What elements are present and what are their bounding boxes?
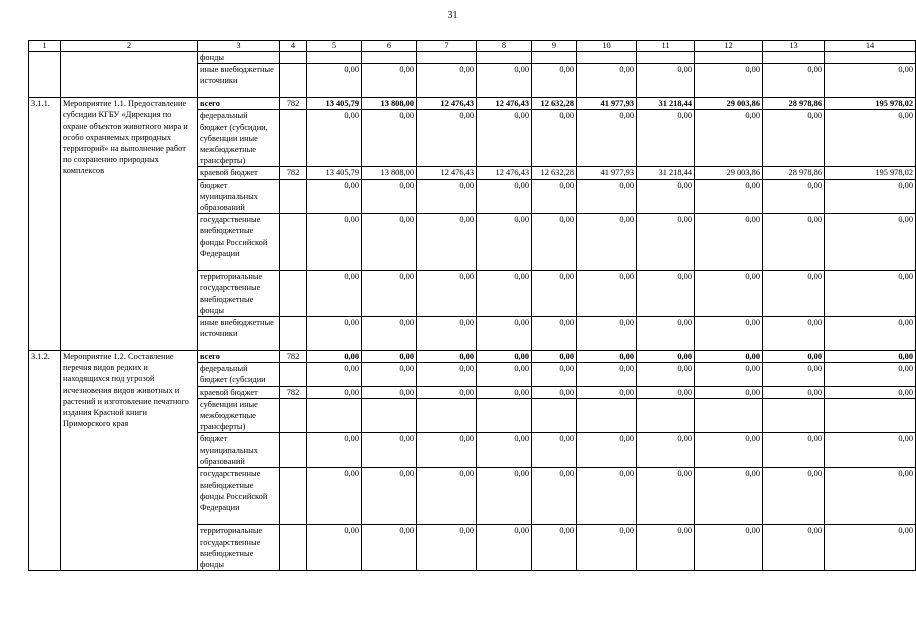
- amount-cell: 0,00: [532, 386, 577, 398]
- amount-cell: 0,00: [477, 179, 532, 214]
- funding-source: бюджет муниципальных образований: [198, 433, 280, 468]
- amount-cell: 0,00: [763, 271, 825, 317]
- amount-cell: [532, 52, 577, 64]
- amount-cell: 0,00: [362, 525, 417, 571]
- amount-cell: 0,00: [362, 363, 417, 386]
- amount-cell: [695, 52, 763, 64]
- header-col-6: 6: [362, 41, 417, 52]
- amount-cell: 0,00: [695, 271, 763, 317]
- header-row: [29, 41, 916, 52]
- amount-cell: 0,00: [307, 214, 362, 271]
- amount-cell: 0,00: [362, 386, 417, 398]
- amount-cell: 0,00: [307, 317, 362, 351]
- amount-cell: 0,00: [763, 386, 825, 398]
- amount-cell: 0,00: [825, 214, 916, 271]
- amount-cell: 0,00: [577, 525, 637, 571]
- amount-cell: 41 977,93: [577, 167, 637, 179]
- amount-cell: 0,00: [477, 468, 532, 525]
- amount-cell: 0,00: [417, 64, 477, 98]
- amount-cell: 0,00: [695, 525, 763, 571]
- amount-cell: 0,00: [763, 363, 825, 386]
- funding-source: федеральный бюджет (субсидии: [198, 363, 280, 386]
- amount-cell: [307, 398, 362, 433]
- amount-cell: 0,00: [577, 386, 637, 398]
- amount-cell: 0,00: [763, 317, 825, 351]
- amount-cell: 0,00: [362, 179, 417, 214]
- grbs-code: [280, 214, 307, 271]
- amount-cell: 0,00: [307, 363, 362, 386]
- amount-cell: 0,00: [477, 525, 532, 571]
- amount-cell: 0,00: [477, 386, 532, 398]
- amount-cell: 0,00: [417, 317, 477, 351]
- amount-cell: 0,00: [477, 317, 532, 351]
- amount-cell: 0,00: [362, 214, 417, 271]
- measure-name: Мероприятие 1.1. Предоставление субсидии КГБУ «Дирекция по охране объектов животного мира и особо охраняемых природных территорий» на выполнение работ по сохранению природных комплексов: [61, 98, 198, 351]
- amount-cell: 0,00: [695, 468, 763, 525]
- amount-cell: 0,00: [695, 64, 763, 98]
- amount-cell: 0,00: [417, 363, 477, 386]
- header-col-1: 1: [29, 41, 61, 52]
- amount-cell: 0,00: [307, 64, 362, 98]
- amount-cell: 0,00: [825, 525, 916, 571]
- amount-cell: [763, 398, 825, 433]
- amount-cell: 0,00: [825, 468, 916, 525]
- grbs-code: [280, 179, 307, 214]
- amount-cell: 12 476,43: [477, 167, 532, 179]
- amount-cell: 0,00: [532, 433, 577, 468]
- amount-cell: 31 218,44: [637, 98, 695, 110]
- amount-cell: 0,00: [362, 64, 417, 98]
- amount-cell: 0,00: [477, 271, 532, 317]
- amount-cell: 0,00: [577, 363, 637, 386]
- measure-number: [29, 52, 61, 98]
- amount-cell: [637, 52, 695, 64]
- table-row: [29, 351, 916, 363]
- amount-cell: 0,00: [763, 64, 825, 98]
- header-col-5: 5: [307, 41, 362, 52]
- amount-cell: 0,00: [417, 433, 477, 468]
- amount-cell: 0,00: [362, 110, 417, 167]
- amount-cell: 0,00: [577, 214, 637, 271]
- amount-cell: 0,00: [477, 64, 532, 98]
- amount-cell: 195 978,02: [825, 167, 916, 179]
- header-col-14: 14: [825, 41, 916, 52]
- amount-cell: 0,00: [695, 351, 763, 363]
- amount-cell: 0,00: [362, 433, 417, 468]
- amount-cell: 0,00: [532, 363, 577, 386]
- grbs-code: [280, 64, 307, 98]
- amount-cell: 41 977,93: [577, 98, 637, 110]
- amount-cell: 0,00: [695, 363, 763, 386]
- amount-cell: 0,00: [637, 386, 695, 398]
- amount-cell: [532, 398, 577, 433]
- header-col-13: 13: [763, 41, 825, 52]
- funding-source: государственные внебюджетные фонды Российской Федерации: [198, 468, 280, 525]
- amount-cell: 0,00: [577, 271, 637, 317]
- amount-cell: 0,00: [825, 386, 916, 398]
- funding-source: территориальные государственные внебюджетные фонды: [198, 271, 280, 317]
- amount-cell: 0,00: [477, 214, 532, 271]
- grbs-code: [280, 271, 307, 317]
- measure-number: 3.1.1.: [29, 98, 61, 351]
- amount-cell: 0,00: [577, 317, 637, 351]
- amount-cell: 0,00: [477, 433, 532, 468]
- grbs-code: 782: [280, 351, 307, 363]
- amount-cell: 0,00: [577, 351, 637, 363]
- amount-cell: 0,00: [825, 433, 916, 468]
- grbs-code: [280, 110, 307, 167]
- amount-cell: 0,00: [695, 433, 763, 468]
- amount-cell: 0,00: [577, 110, 637, 167]
- amount-cell: 13 808,00: [362, 98, 417, 110]
- amount-cell: 0,00: [637, 351, 695, 363]
- amount-cell: [307, 52, 362, 64]
- amount-cell: 31 218,44: [637, 167, 695, 179]
- amount-cell: 0,00: [695, 317, 763, 351]
- amount-cell: 0,00: [362, 271, 417, 317]
- amount-cell: 0,00: [477, 110, 532, 167]
- amount-cell: 0,00: [362, 468, 417, 525]
- amount-cell: 195 978,02: [825, 98, 916, 110]
- amount-cell: 0,00: [825, 363, 916, 386]
- amount-cell: [477, 52, 532, 64]
- amount-cell: 0,00: [417, 271, 477, 317]
- header-col-7: 7: [417, 41, 477, 52]
- amount-cell: 28 978,86: [763, 167, 825, 179]
- amount-cell: 0,00: [362, 317, 417, 351]
- funding-source: иные внебюджетные источники: [198, 64, 280, 98]
- page-number: 31: [447, 10, 458, 21]
- amount-cell: [825, 398, 916, 433]
- header-col-10: 10: [577, 41, 637, 52]
- header-col-4: 4: [280, 41, 307, 52]
- budget-table: [28, 40, 916, 571]
- amount-cell: 12 632,28: [532, 98, 577, 110]
- amount-cell: [362, 52, 417, 64]
- header-col-11: 11: [637, 41, 695, 52]
- header-col-2: 2: [61, 41, 198, 52]
- amount-cell: 0,00: [637, 468, 695, 525]
- grbs-code: [280, 433, 307, 468]
- table-row: [29, 98, 916, 110]
- amount-cell: 0,00: [637, 214, 695, 271]
- table-row: [29, 52, 916, 64]
- amount-cell: 0,00: [825, 271, 916, 317]
- grbs-code: [280, 398, 307, 433]
- amount-cell: 0,00: [307, 110, 362, 167]
- amount-cell: 0,00: [532, 110, 577, 167]
- amount-cell: 0,00: [417, 525, 477, 571]
- amount-cell: [637, 398, 695, 433]
- amount-cell: [695, 398, 763, 433]
- amount-cell: 0,00: [417, 468, 477, 525]
- funding-source: всего: [198, 351, 280, 363]
- amount-cell: 0,00: [763, 110, 825, 167]
- amount-cell: 0,00: [417, 214, 477, 271]
- amount-cell: [477, 398, 532, 433]
- amount-cell: 0,00: [532, 525, 577, 571]
- amount-cell: 29 003,86: [695, 167, 763, 179]
- header-col-9: 9: [532, 41, 577, 52]
- amount-cell: 0,00: [763, 468, 825, 525]
- amount-cell: 0,00: [307, 433, 362, 468]
- amount-cell: 0,00: [307, 351, 362, 363]
- amount-cell: [825, 52, 916, 64]
- amount-cell: 13 405,79: [307, 98, 362, 110]
- amount-cell: 0,00: [637, 525, 695, 571]
- amount-cell: 0,00: [417, 110, 477, 167]
- amount-cell: [577, 398, 637, 433]
- amount-cell: 0,00: [577, 179, 637, 214]
- amount-cell: 0,00: [477, 363, 532, 386]
- grbs-code: [280, 317, 307, 351]
- grbs-code: [280, 468, 307, 525]
- amount-cell: 0,00: [637, 110, 695, 167]
- amount-cell: 0,00: [532, 317, 577, 351]
- amount-cell: 29 003,86: [695, 98, 763, 110]
- amount-cell: 0,00: [763, 179, 825, 214]
- amount-cell: 0,00: [825, 110, 916, 167]
- amount-cell: 0,00: [695, 386, 763, 398]
- amount-cell: 0,00: [825, 317, 916, 351]
- amount-cell: 12 476,43: [417, 167, 477, 179]
- amount-cell: 0,00: [637, 271, 695, 317]
- amount-cell: 0,00: [695, 179, 763, 214]
- funding-source: фонды: [198, 52, 280, 64]
- amount-cell: 0,00: [763, 214, 825, 271]
- amount-cell: [417, 398, 477, 433]
- amount-cell: 0,00: [307, 179, 362, 214]
- grbs-code: [280, 525, 307, 571]
- amount-cell: [417, 52, 477, 64]
- amount-cell: 0,00: [417, 179, 477, 214]
- amount-cell: 0,00: [763, 525, 825, 571]
- amount-cell: 12 476,43: [417, 98, 477, 110]
- funding-source: территориальные государственные внебюджетные фонды: [198, 525, 280, 571]
- amount-cell: 0,00: [763, 433, 825, 468]
- amount-cell: 0,00: [532, 468, 577, 525]
- measure-name: [61, 52, 198, 98]
- funding-source: всего: [198, 98, 280, 110]
- amount-cell: [577, 52, 637, 64]
- amount-cell: 0,00: [532, 64, 577, 98]
- amount-cell: 0,00: [637, 64, 695, 98]
- amount-cell: 0,00: [307, 468, 362, 525]
- amount-cell: 28 978,86: [763, 98, 825, 110]
- amount-cell: 0,00: [307, 525, 362, 571]
- amount-cell: 0,00: [825, 351, 916, 363]
- header-col-8: 8: [477, 41, 532, 52]
- grbs-code: [280, 52, 307, 64]
- amount-cell: 0,00: [695, 214, 763, 271]
- amount-cell: 0,00: [577, 64, 637, 98]
- amount-cell: [362, 398, 417, 433]
- amount-cell: 0,00: [532, 271, 577, 317]
- funding-source: иные внебюджетные источники: [198, 317, 280, 351]
- amount-cell: 0,00: [637, 433, 695, 468]
- amount-cell: 0,00: [532, 179, 577, 214]
- amount-cell: 12 632,28: [532, 167, 577, 179]
- amount-cell: 0,00: [637, 179, 695, 214]
- amount-cell: 13 808,00: [362, 167, 417, 179]
- grbs-code: 782: [280, 98, 307, 110]
- amount-cell: 0,00: [637, 363, 695, 386]
- grbs-code: 782: [280, 167, 307, 179]
- amount-cell: 0,00: [477, 351, 532, 363]
- amount-cell: 0,00: [825, 64, 916, 98]
- measure-name: Мероприятие 1.2. Составление перечня видов редких и находящихся под угрозой исчезновения видов животных и растений и изготовление печатного издания Красной книги Приморского края: [61, 351, 198, 571]
- amount-cell: 0,00: [362, 351, 417, 363]
- amount-cell: 0,00: [417, 351, 477, 363]
- funding-source: субвенции иные межбюджетные трансферты): [198, 398, 280, 433]
- amount-cell: 0,00: [417, 386, 477, 398]
- funding-source: государственные внебюджетные фонды Российской Федерации: [198, 214, 280, 271]
- grbs-code: [280, 363, 307, 386]
- funding-source: бюджет муниципальных образований: [198, 179, 280, 214]
- amount-cell: 0,00: [307, 386, 362, 398]
- header-col-3: 3: [198, 41, 280, 52]
- amount-cell: 0,00: [763, 351, 825, 363]
- funding-source: краевой бюджет: [198, 386, 280, 398]
- amount-cell: [763, 52, 825, 64]
- amount-cell: 0,00: [532, 351, 577, 363]
- amount-cell: 0,00: [695, 110, 763, 167]
- amount-cell: 13 405,79: [307, 167, 362, 179]
- amount-cell: 0,00: [577, 468, 637, 525]
- amount-cell: 0,00: [532, 214, 577, 271]
- amount-cell: 0,00: [637, 317, 695, 351]
- header-col-12: 12: [695, 41, 763, 52]
- funding-source: краевой бюджет: [198, 167, 280, 179]
- grbs-code: 782: [280, 386, 307, 398]
- amount-cell: 0,00: [577, 433, 637, 468]
- amount-cell: 0,00: [825, 179, 916, 214]
- measure-number: 3.1.2.: [29, 351, 61, 571]
- amount-cell: 12 476,43: [477, 98, 532, 110]
- funding-source: федеральный бюджет (субсидии, субвенции иные межбюджетные трансферты): [198, 110, 280, 167]
- amount-cell: 0,00: [307, 271, 362, 317]
